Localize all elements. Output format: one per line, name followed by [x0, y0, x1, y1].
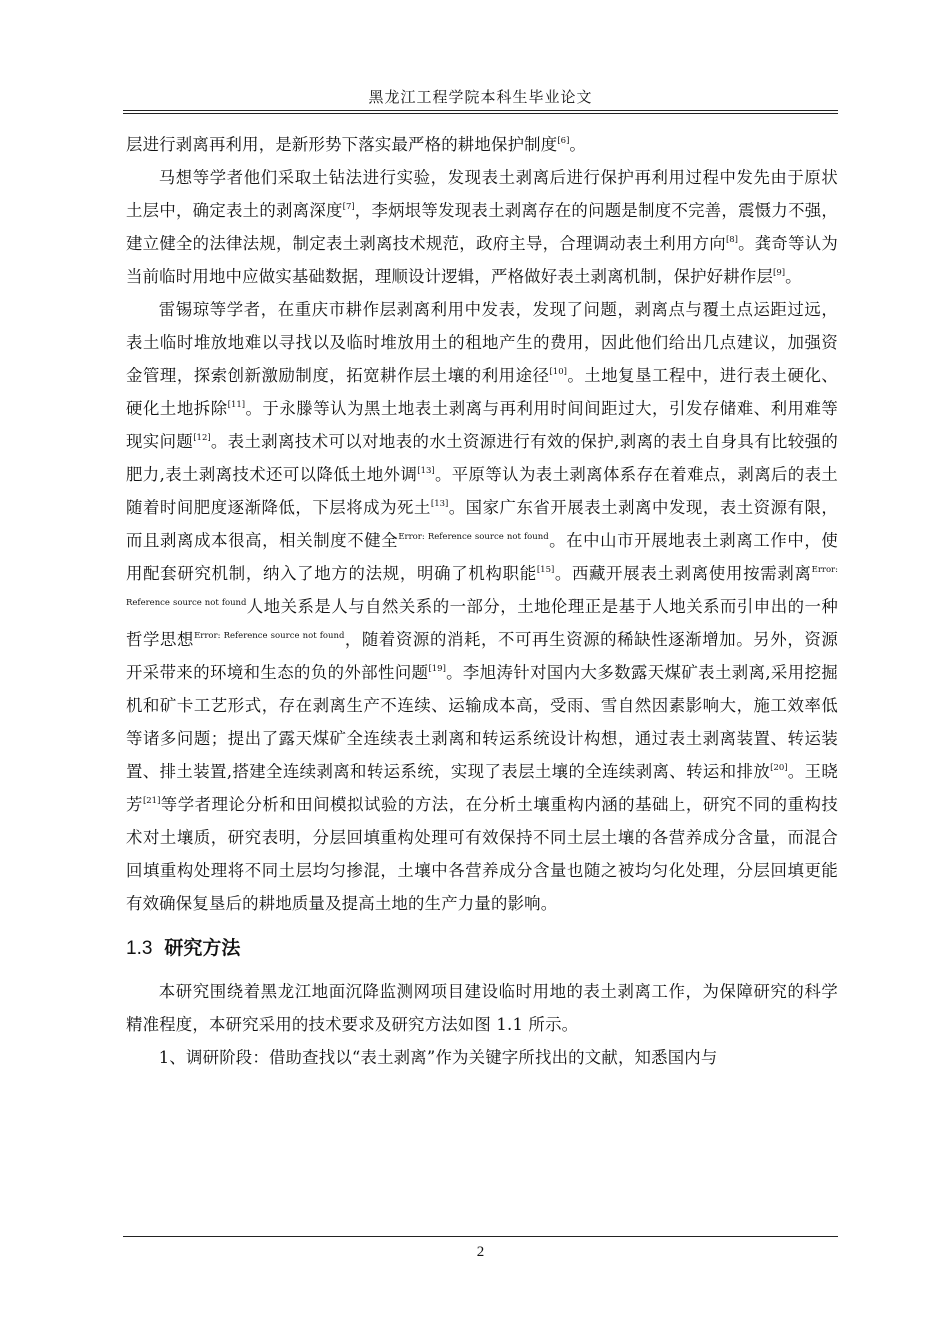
header-rule-bottom [123, 113, 838, 114]
citation-ref: [13] [417, 466, 435, 476]
footer-rule [123, 1236, 838, 1237]
text-run: 1、调研阶段：借助查找以“表土剥离”作为关键字所找出的文献，知悉国内与 [158, 1048, 718, 1067]
citation-ref: [8] [725, 235, 738, 245]
paragraph [126, 128, 838, 161]
paragraph [126, 1041, 838, 1074]
text-run: 。龚奇等认为当前临时用地中应做实基础数据，理顺设计逻辑，严格做好表土剥离机制，保护好耕作层 [126, 234, 838, 286]
citation-ref: [20] [770, 763, 788, 773]
citation-ref: Error: Reference source not found [126, 565, 838, 608]
text-run: 。 [569, 135, 586, 154]
paragraph [126, 975, 838, 1041]
text-run: 。王晓芳 [126, 762, 838, 814]
citation-ref: [10] [549, 367, 567, 377]
citation-ref: [15] [536, 565, 555, 575]
text-run: 。李旭涛针对国内大多数露天煤矿表土剥离,采用挖掘机和矿卡工艺形式，存在剥离生产不连续、运输成本高，受雨、雪自然因素影响大，施工效率低等诸多问题；提出了露天煤矿全连续表土剥离和转运系统设计构想，通过表土剥离装置、转运装置、排土装置,搭建全连续剥离和转运系统，实现了表层土壤的全连续剥离、转运和排放 [126, 663, 838, 781]
text-run: 。平原等认为表土剥离体系存在着难点，剥离后的表土随着时间肥度逐渐降低，下层将成为死土 [126, 465, 838, 517]
text-run: 人地关系是人与自然关系的一部分，土地伦理正是基于人地关系而引申出的一种哲学思想 [126, 597, 839, 649]
citation-ref: [21] [142, 796, 161, 806]
citation-ref: [12] [193, 433, 211, 443]
body-text [126, 128, 838, 1074]
text-run: 本研究围绕着黑龙江地面沉降监测网项目建设临时用地的表土剥离工作，为保障研究的科学精准程度，本研究采用的技术要求及研究方法如图 1.1 所示。 [126, 982, 838, 1034]
citation-ref: Error: Reference source not found [398, 532, 549, 542]
citation-ref: [19] [428, 664, 446, 674]
running-header: 黑龙江工程学院本科生毕业论文 [368, 88, 593, 106]
citation-ref: [7] [342, 202, 355, 212]
text-run: 。在中山市开展地表土剥离工作中，使用配套研究机制，纳入了地方的法规，明确了机构职能 [126, 531, 839, 583]
text-run: 层进行剥离再利用，是新形势下落实最严格的耕地保护制度 [126, 135, 558, 154]
text-run: 马想等学者他们采取土钻法进行实验，发现表土剥离后进行保护再利用过程中发先由于原状土层中，确定表土的剥离深度 [126, 168, 838, 220]
section-title: 研究方法 [164, 937, 241, 959]
paragraphs-before-section [126, 128, 838, 920]
citation-ref: [9] [773, 268, 786, 278]
citation-ref: [6] [557, 136, 570, 146]
paragraph [126, 293, 838, 920]
text-run: 雷锡琼等学者，在重庆市耕作层剥离利用中发表，发现了问题，剥离点与覆土点运距过远，表土临时堆放地难以寻找以及临时堆放用土的租地产生的费用，因此他们给出几点建议，加强资金管理，探索创新激励制度，拓宽耕作层土壤的利用途径 [126, 300, 838, 385]
paragraph [126, 161, 838, 293]
text-run: 。土地复垦工程中，进行表土硬化、硬化土地拆除 [126, 366, 839, 418]
text-run: ，李炳垠等发现表土剥离存在的问题是制度不完善，震慑力不强，建立健全的法律法规，制定表土剥离技术规范，政府主导，合理调动表土利用方向 [126, 201, 838, 253]
text-run: 。西藏开展表土剥离使用按需剥离 [554, 564, 812, 583]
text-run: 等学者理论分析和田间模拟试验的方法，在分析土壤重构内涵的基础上，研究不同的重构技术对土壤质，研究表明，分层回填重构处理可有效保持不同土层土壤的各营养成分含量，而混合回填重构处理将不同土层均匀掺混，土壤中各营养成分含量也随之被均匀化处理，分层回填更能有效确保复垦后的耕地质量及提高土地的生产力量的影响。 [126, 795, 839, 913]
section-number: 1.3 [126, 938, 153, 959]
text-run: 。于永滕等认为黑土地表土剥离与再利用时间间距过大，引发存储难、利用难等现实问题 [126, 399, 838, 451]
paragraphs-after-section [126, 975, 838, 1074]
citation-ref: [11] [227, 400, 246, 410]
citation-ref: Error: Reference source not found [194, 631, 345, 641]
text-run: 。 [785, 267, 802, 286]
text-run: 。国家广东省开展表土剥离中发现，表土资源有限，而且剥离成本很高，相关制度不健全 [126, 498, 838, 550]
page-number: 2 [476, 1244, 485, 1260]
text-run: 。表土剥离技术可以对地表的水土资源进行有效的保护,剥离的表土自身具有比较强的肥力,表土剥离技术还可以降低土地外调 [126, 432, 838, 484]
citation-ref: [13] [430, 499, 449, 509]
header-rule-top [123, 110, 838, 111]
section-heading [126, 930, 838, 967]
text-run: ，随着资源的消耗，不可再生资源的稀缺性逐渐增加。另外，资源开采带来的环境和生态的负的外部性问题 [126, 630, 838, 682]
